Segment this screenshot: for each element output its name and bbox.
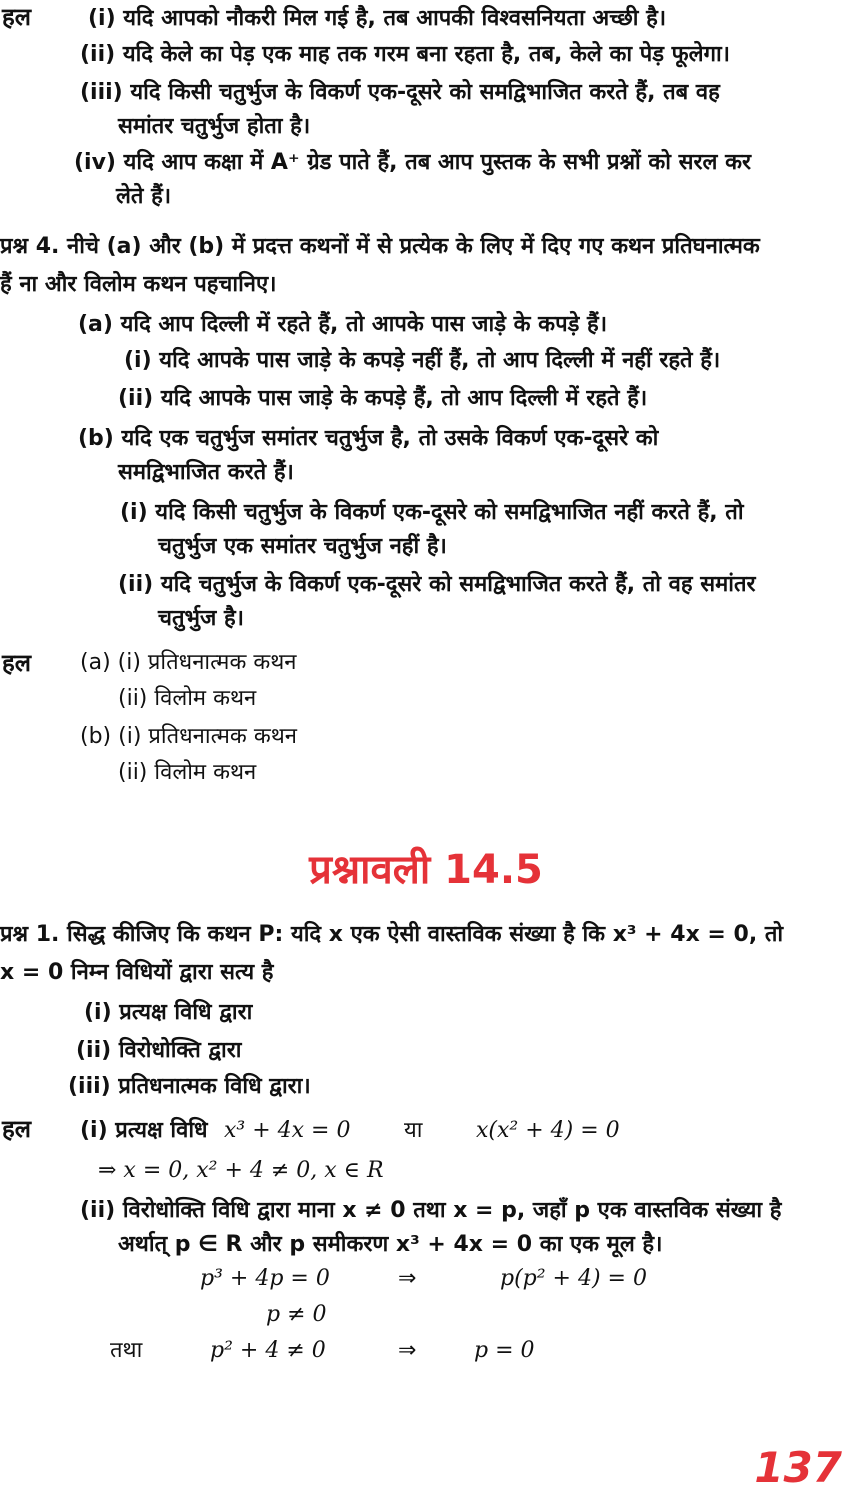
equation: x(x² + 4) = 0 [476, 1118, 620, 1143]
statement-b: (b) यदि एक चतुर्भुज समांतर चतुर्भुज है, तो उसके विकर्ण एक-दूसरे को [78, 426, 659, 451]
answer-b-ii: (ii) विलोम कथन [118, 760, 257, 785]
method-item: (i) प्रत्यक्ष विधि द्वारा [84, 1000, 253, 1025]
equation: p ≠ 0 [266, 1302, 327, 1327]
answer-b-i: (b) (i) प्रतिधनात्मक कथन [80, 724, 297, 749]
implies-arrow: ⇒ [398, 1266, 417, 1291]
statement-a-ii: (ii) यदि आपके पास जाड़े के कपड़े हैं, तो आप दिल्ली में रहते हैं। [118, 386, 648, 411]
implies-arrow: ⇒ [398, 1338, 417, 1363]
statement-b-i-continued: चतुर्भुज एक समांतर चतुर्भुज नहीं है। [158, 534, 447, 559]
statement-item-continued: लेते हैं। [116, 184, 172, 209]
solution-label: हल [2, 1115, 32, 1143]
statement-a: (a) यदि आप दिल्ली में रहते हैं, तो आपके पास जाड़े के कपड़े हैं। [78, 312, 608, 337]
direct-method-label: (i) प्रत्यक्ष विधि [80, 1118, 208, 1143]
method-item: (ii) विरोधोक्ति द्वारा [76, 1038, 242, 1063]
exercise-heading: प्रश्नावली 14.5 [309, 847, 543, 893]
statement-item: (iii) यदि किसी चतुर्भुज के विकर्ण एक-दूसरे को समद्विभाजित करते हैं, तब वह [80, 80, 720, 105]
answer-a-ii: (ii) विलोम कथन [118, 686, 257, 711]
contradiction-method-text-continued: अर्थात् p ∈ R और p समीकरण x³ + 4x = 0 का एक मूल है। [118, 1232, 663, 1257]
solution-label: हल [2, 649, 32, 677]
statement-item-continued: समांतर चतुर्भुज होता है। [118, 114, 311, 139]
equation: p² + 4 ≠ 0 [210, 1338, 326, 1363]
solution-label: हल [2, 3, 32, 31]
statement-item: (iv) यदि आप कक्षा में A⁺ ग्रेड पाते हैं, तब आप पुस्तक के सभी प्रश्नों को सरल कर [74, 150, 751, 175]
statement-b-ii-continued: चतुर्भुज है। [158, 606, 244, 631]
question-1-text-continued: x = 0 निम्न विधियों द्वारा सत्य है [0, 960, 274, 985]
equation: p³ + 4p = 0 [200, 1266, 330, 1291]
connector-word: तथा [110, 1338, 143, 1363]
method-item: (iii) प्रतिधनात्मक विधि द्वारा। [68, 1074, 311, 1099]
equation: p = 0 [474, 1338, 535, 1363]
implication-line: ⇒ x = 0, x² + 4 ≠ 0, x ∈ R [98, 1158, 384, 1183]
question-4-text: प्रश्न 4. नीचे (a) और (b) में प्रदत्त कथनों में से प्रत्येक के लिए में दिए गए कथन प्रतिघनात्मक [0, 234, 760, 259]
answer-a-i: (a) (i) प्रतिधनात्मक कथन [80, 650, 297, 675]
question-4-text-continued: हैं ना और विलोम कथन पहचानिए। [0, 272, 277, 297]
equation: x³ + 4x = 0 [224, 1118, 351, 1143]
statement-b-i: (i) यदि किसी चतुर्भुज के विकर्ण एक-दूसरे को समद्विभाजित नहीं करते हैं, तो [120, 500, 744, 525]
statement-item: (i) यदि आपको नौकरी मिल गई है, तब आपकी विश्वसनियता अच्छी है। [88, 6, 667, 31]
statement-a-i: (i) यदि आपके पास जाड़े के कपड़े नहीं हैं, तो आप दिल्ली में नहीं रहते हैं। [124, 348, 721, 373]
statement-b-continued: समद्विभाजित करते हैं। [118, 460, 294, 485]
contradiction-method-text: (ii) विरोधोक्ति विधि द्वारा माना x ≠ 0 तथा x = p, जहाँ p एक वास्तविक संख्या है [80, 1198, 782, 1223]
page-number: 137 [754, 1443, 842, 1492]
question-1-text: प्रश्न 1. सिद्ध कीजिए कि कथन P: यदि x एक ऐसी वास्तविक संख्या है कि x³ + 4x = 0, तो [0, 922, 784, 947]
equation: p(p² + 4) = 0 [500, 1266, 647, 1291]
connector-word: या [404, 1118, 423, 1143]
statement-b-ii: (ii) यदि चतुर्भुज के विकर्ण एक-दूसरे को समद्विभाजित करते हैं, तो वह समांतर [118, 572, 756, 597]
statement-item: (ii) यदि केले का पेड़ एक माह तक गरम बना रहता है, तब, केले का पेड़ फूलेगा। [80, 42, 730, 67]
